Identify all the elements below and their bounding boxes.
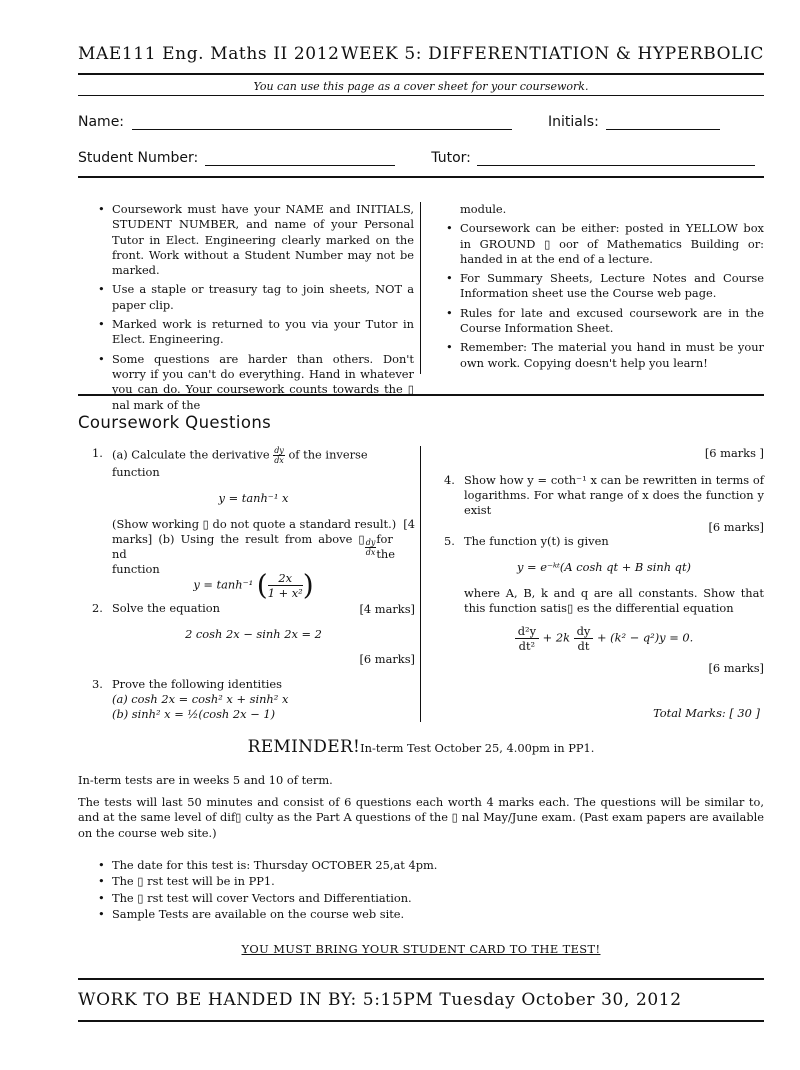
total-marks: Total Marks: [ 30 ]: [653, 706, 760, 720]
reminder-text: In-term Test October 25, 4.00pm in PP1.: [360, 741, 595, 755]
test-bullets: [78, 858, 764, 923]
initials-field[interactable]: [606, 115, 720, 130]
marks: [6 marks]: [708, 520, 764, 534]
week-title: WEEK 5: DIFFERENTIATION & HYPERBOLIC: [340, 44, 764, 64]
question-3: 3. Prove the following identities (a) cosh 2x = cosh² x + sinh² x (b) sinh² x = ½(cosh 2x − 1): [92, 677, 415, 722]
instruction-item: • Use a staple or treasury tag to join sheets, NOT a paper clip.: [112, 282, 414, 313]
test-bullet: • The ▯ rst test will be in PP1.: [112, 874, 764, 889]
questions-title: Coursework Questions: [78, 413, 272, 432]
instruction-item: • For Summary Sheets, Lecture Notes and Course Information sheet use the Course web page.: [460, 271, 764, 302]
instructions-left: [78, 202, 414, 417]
question-1: 1. (a) Calculate the derivative $\frac{dy}{dx}$ of the inverse function y = tanh⁻¹ x (Show working ▯ do not quote a standard result.) [4 marks] (b) Using the result from above ▯ nd $\frac{dy}{dx}$ for the function y = tanh⁻¹ ( $\frac{2x}{\text{1 + x²}}$ ) [4 marks]: [92, 446, 415, 616]
instruction-item: • Coursework can be either: posted in YELLOW box in GROUND ▯ oor of Mathematics Building or: handed in at the end of a lecture.: [460, 221, 764, 267]
marks: [6 marks]: [359, 652, 415, 666]
marks: [6 marks ]: [704, 446, 764, 460]
header-rule: [78, 73, 764, 75]
question-number: 1.: [92, 446, 103, 460]
equation-exponential: y = e⁻ᵏᵗ(A cosh qt + B sinh qt): [516, 560, 691, 574]
test-bullet: • Sample Tests are available on the course web site.: [112, 907, 764, 922]
instructions-divider: [420, 202, 421, 374]
test-weeks-paragraph: In-term tests are in weeks 5 and 10 of term.: [78, 773, 333, 787]
equation-cosh-sinh: 2 cosh 2x − sinh 2x = 2: [185, 627, 322, 641]
reminder: [78, 737, 764, 757]
cover-note-rule: [78, 95, 764, 96]
name-row: [78, 114, 764, 130]
reminder-title: REMINDER!: [247, 737, 361, 757]
student-number-field[interactable]: [205, 151, 395, 166]
questions-divider: [420, 446, 421, 722]
instruction-item: • Remember: The material you hand in must be your own work. Copying doesn't help you learn!: [460, 340, 764, 371]
instruction-item: • Rules for late and excused coursework are in the Course Information Sheet.: [460, 306, 764, 337]
equation-inverse-tanh: y = tanh⁻¹ x: [218, 491, 289, 505]
instructions-rule: [78, 394, 764, 396]
name-label: Name:: [78, 114, 125, 130]
cover-note: You can use this page as a cover sheet for your coursework.: [253, 80, 589, 93]
test-bullet: • The date for this test is: Thursday OCTOBER 25,at 4pm.: [112, 858, 764, 873]
test-bullet: • The ▯ rst test will cover Vectors and Differentiation.: [112, 891, 764, 906]
instructions-right: [426, 202, 764, 375]
course-title: MAE111 Eng. Maths II 2012: [78, 44, 340, 64]
fields-rule: [78, 176, 764, 178]
name-field[interactable]: [132, 115, 512, 130]
instruction-item: • Coursework must have your NAME and INITIALS, STUDENT NUMBER, and name of your Personal Tutor in Elect. Engineering clearly marked on the front. Work without a Student Number may not be marked.: [112, 202, 414, 278]
instruction-item: • Some questions are harder than others. Don't worry if you can't do everything. Hand in whatever you can do. Your coursework counts towards the ▯ nal mark of the: [112, 352, 414, 413]
question-4: 4. Show how y = coth⁻¹ x can be rewritten in terms of logarithms. For what range of x does the function y exist [6 marks]: [444, 473, 764, 534]
initials-label: Initials:: [548, 114, 599, 130]
tutor-field[interactable]: [477, 151, 755, 166]
dy-dx-fraction: $\frac{dy}{dx}$: [365, 537, 376, 557]
tutor-label: Tutor:: [431, 150, 471, 166]
question-2: 2. Solve the equation 2 cosh 2x − sinh 2x = 2 [6 marks]: [92, 601, 415, 666]
instruction-item: • Marked work is returned to you via your Tutor in Elect. Engineering.: [112, 317, 414, 348]
equation-tanh-fraction: y = tanh⁻¹ ( $\frac{2x}{\text{1 + x²}}$ ): [193, 568, 314, 602]
student-number-label: Student Number:: [78, 150, 199, 166]
footer-top-rule: [78, 978, 764, 980]
question-5: 5. The function y(t) is given y = e⁻ᵏᵗ(A cosh qt + B sinh qt) where A, B, k and q are all constants. Show that this function satis▯ es the differential equation $\frac{\text{d²y}}{\text{dt²}}$ + 2k $\frac{dy}{dt}$ + (k² − q²)y = 0. [6 marks]: [444, 534, 764, 675]
identity-a: (a) cosh 2x = cosh² x + sinh² x: [112, 692, 289, 706]
marks: [4 marks]: [359, 602, 415, 616]
footer-bottom-rule: [78, 1020, 764, 1022]
student-card-notice: YOU MUST BRING YOUR STUDENT CARD TO THE TEST!: [241, 942, 601, 956]
differential-equation: $\frac{\text{d²y}}{\text{dt²}}$ + 2k $\frac{dy}{dt}$ + (k² − q²)y = 0.: [444, 624, 764, 653]
dy-dx-fraction: $\frac{dy}{dx}$: [274, 446, 284, 465]
page-header: [78, 44, 764, 64]
marks: [6 marks]: [708, 661, 764, 675]
identity-b: (b) sinh² x = ½(cosh 2x − 1): [112, 707, 276, 721]
instruction-continuation: module.: [460, 202, 507, 216]
test-details-paragraph: The tests will last 50 minutes and consist of 6 questions each worth 4 marks each. The questions will be similar to, and at the same level of dif▯ culty as the Part A questions of the ▯ nal May/June exam. (Past exam papers are available on the course web site.): [78, 795, 764, 840]
student-tutor-row: [78, 150, 764, 166]
handin-deadline: WORK TO BE HANDED IN BY: 5:15PM Tuesday October 30, 2012: [78, 990, 682, 1010]
